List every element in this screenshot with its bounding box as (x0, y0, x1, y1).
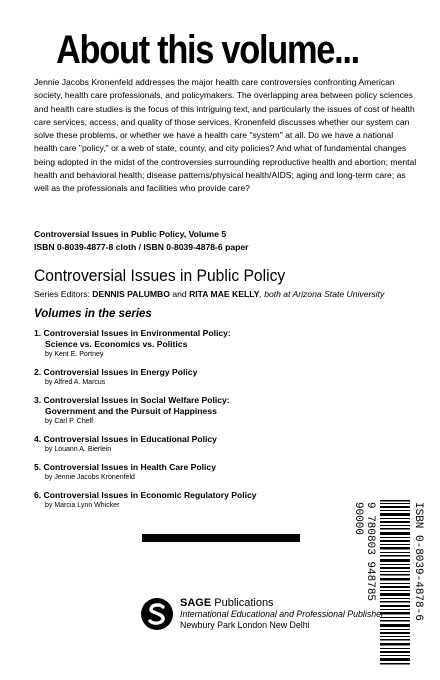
list-item (34, 490, 334, 511)
publisher-name-bold: SAGE (180, 597, 212, 609)
volume-title: 2. Controversial Issues in Energy Policy (34, 367, 198, 377)
volume-author: by Marcia Lynn Whicker (45, 502, 120, 509)
list-item (34, 328, 334, 360)
list-item (34, 434, 334, 455)
volume-title: 4. Controversial Issues in Educational Policy (34, 434, 217, 444)
barcode-price-code: 90000 (352, 502, 364, 536)
volume-subtitle: Science vs. Economics vs. Politics (45, 339, 188, 349)
volume-title: 1. Controversial Issues in Environmental Policy: (34, 328, 231, 338)
list-item (34, 367, 334, 388)
volume-author: by Louann A. Bierlein (45, 446, 112, 453)
barcode-bars (380, 498, 410, 668)
volume-author: by Alfred A. Marcus (45, 379, 106, 386)
isbn-barcode (350, 498, 426, 670)
volume-author: by Kent E. Portney (45, 351, 104, 358)
book-description: Jennie Jacobs Kronenfeld addresses the major health care controversies confronting American society, health care professionals, and policymakers. The overlapping area between policy sciences and health care studies is the focus of this intriguing text, and particularly the issues of cost of health care services, access, and quality of those services. Kronenfeld discusses whether our system can solve these problems, or whether we have a health care "system" at all. Do we have a national health care "policy," or a web of state, county, and city policies? And what of fundamental changes being adopted in the midst of the controversies surrounding reproductive health and abortion; mental health and behavioral health; disease patterns/physical health/AIDS; aging and long-term care; as well as the professionals and facilities who provide care? (34, 77, 417, 194)
editors-affiliation: , both at Arizona State University (259, 289, 385, 299)
volume-title: 6. Controversial Issues in Economic Regulatory Policy (34, 490, 257, 500)
publisher-name-rest: Publications (211, 597, 274, 609)
barcode-rotated (350, 498, 426, 670)
divider-bar (142, 534, 300, 542)
publisher-block (180, 598, 384, 631)
volume-number: Controversial Issues in Public Policy, Volume 5 (34, 229, 227, 239)
sage-logo-icon (140, 597, 174, 631)
volume-author: by Carl P. Chelf (45, 418, 94, 425)
volume-subtitle: Government and the Pursuit of Happiness (45, 406, 217, 416)
barcode-isbn: ISBN 0-8039-4878-6 (412, 502, 424, 621)
barcode-digits: 9 780803 948785 (364, 502, 376, 602)
publisher-name (180, 598, 384, 609)
list-item (34, 462, 334, 483)
editor-name: DENNIS PALUMBO (92, 289, 170, 299)
publisher-cities: Newbury Park London New Delhi (180, 620, 310, 630)
editors-conjunction: and (169, 289, 190, 299)
list-item (34, 395, 334, 427)
publisher-tagline: International Educational and Professional Publisher (180, 609, 384, 619)
volume-author: by Jennie Jacobs Kronenfeld (45, 474, 135, 481)
page-title: About this volume... (56, 28, 359, 72)
volume-title: 3. Controversial Issues in Social Welfare Policy: (34, 395, 230, 405)
series-editors (34, 288, 434, 300)
volumes-heading: Volumes in the series (34, 308, 152, 320)
editor-name: RITA MAE KELLY (189, 289, 260, 299)
volume-info (34, 228, 418, 254)
volumes-list (34, 328, 334, 518)
isbn-line: ISBN 0-8039-4877-8 cloth / ISBN 0-8039-4878-6 paper (34, 242, 249, 252)
editors-prefix: Series Editors: (34, 289, 93, 299)
series-title: Controversial Issues in Public Policy (34, 266, 286, 285)
volume-title: 5. Controversial Issues in Health Care Policy (34, 462, 216, 472)
